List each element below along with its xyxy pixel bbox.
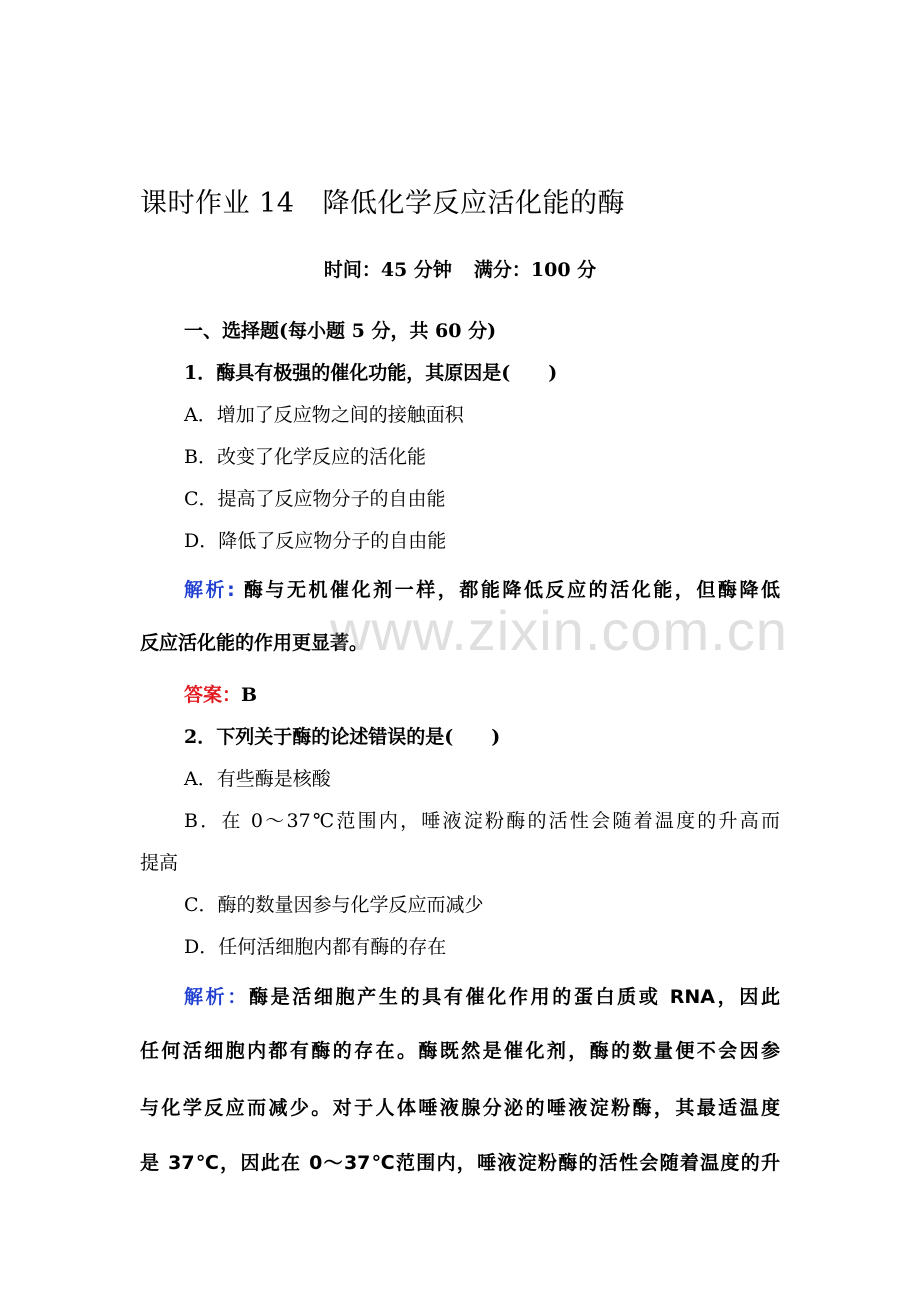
question-2-option-c: C．酶的数量因参与化学反应而减少 [184,894,484,916]
question-2-option-b: B．在 0～37℃范围内，唾液淀粉酶的活性会随着温度的升高而 [184,810,780,832]
question-1-analysis-cont: 反应活化能的作用更显著。 [140,632,369,654]
question-1-option-c: C．提高了反应物分子的自由能 [184,488,446,510]
question-2-analysis-line-3: 与化学反应而减少。对于人体唾液腺分泌的唾液淀粉酶，其最适温度 [140,1097,780,1119]
question-1-stem: 1．酶具有极强的催化功能，其原因是( ) [184,362,558,384]
watermark: www.zixin.com.cn [330,599,788,662]
question-1-option-a: A．增加了反应物之间的接触面积 [184,404,464,426]
question-2-option-d: D．任何活细胞内都有酶的存在 [184,936,447,958]
full-score: 满分：100 分 [473,259,597,281]
time-limit: 时间：45 分钟 [323,259,452,281]
question-1-option-b: B．改变了化学反应的活化能 [184,446,426,468]
question-2-analysis-line-2: 任何活细胞内都有酶的存在。酶既然是催化剂，酶的数量便不会因参 [140,1040,780,1062]
question-2-analysis [184,982,780,1009]
analysis-text: 酶是活细胞产生的具有催化作用的蛋白质或 RNA，因此 [248,986,780,1008]
question-1-answer [184,680,257,707]
question-1-option-d: D．降低了反应物分子的自由能 [184,530,447,552]
analysis-label: 解析： [184,986,249,1008]
question-2-option-a: A．有些酶是核酸 [184,768,331,790]
page-title [140,181,625,220]
lesson-number: 课时作业 14 [140,188,295,219]
question-2-analysis-line-4: 是 37℃，因此在 0～37℃范围内，唾液淀粉酶的活性会随着温度的升 [140,1152,780,1174]
analysis-text: 酶与无机催化剂一样，都能降低反应的活化能，但酶降低 [234,579,780,601]
section-heading: 一、选择题(每小题 5 分，共 60 分) [184,320,497,342]
lesson-topic: 降低化学反应活化能的酶 [322,188,625,219]
answer-value: B [241,684,258,706]
analysis-label: 解析: [184,579,235,601]
question-2-stem: 2．下列关于酶的论述错误的是( ) [184,726,501,748]
answer-label: 答案： [184,684,242,706]
exam-meta [0,255,920,282]
question-2-option-b-cont: 提高 [140,852,179,874]
